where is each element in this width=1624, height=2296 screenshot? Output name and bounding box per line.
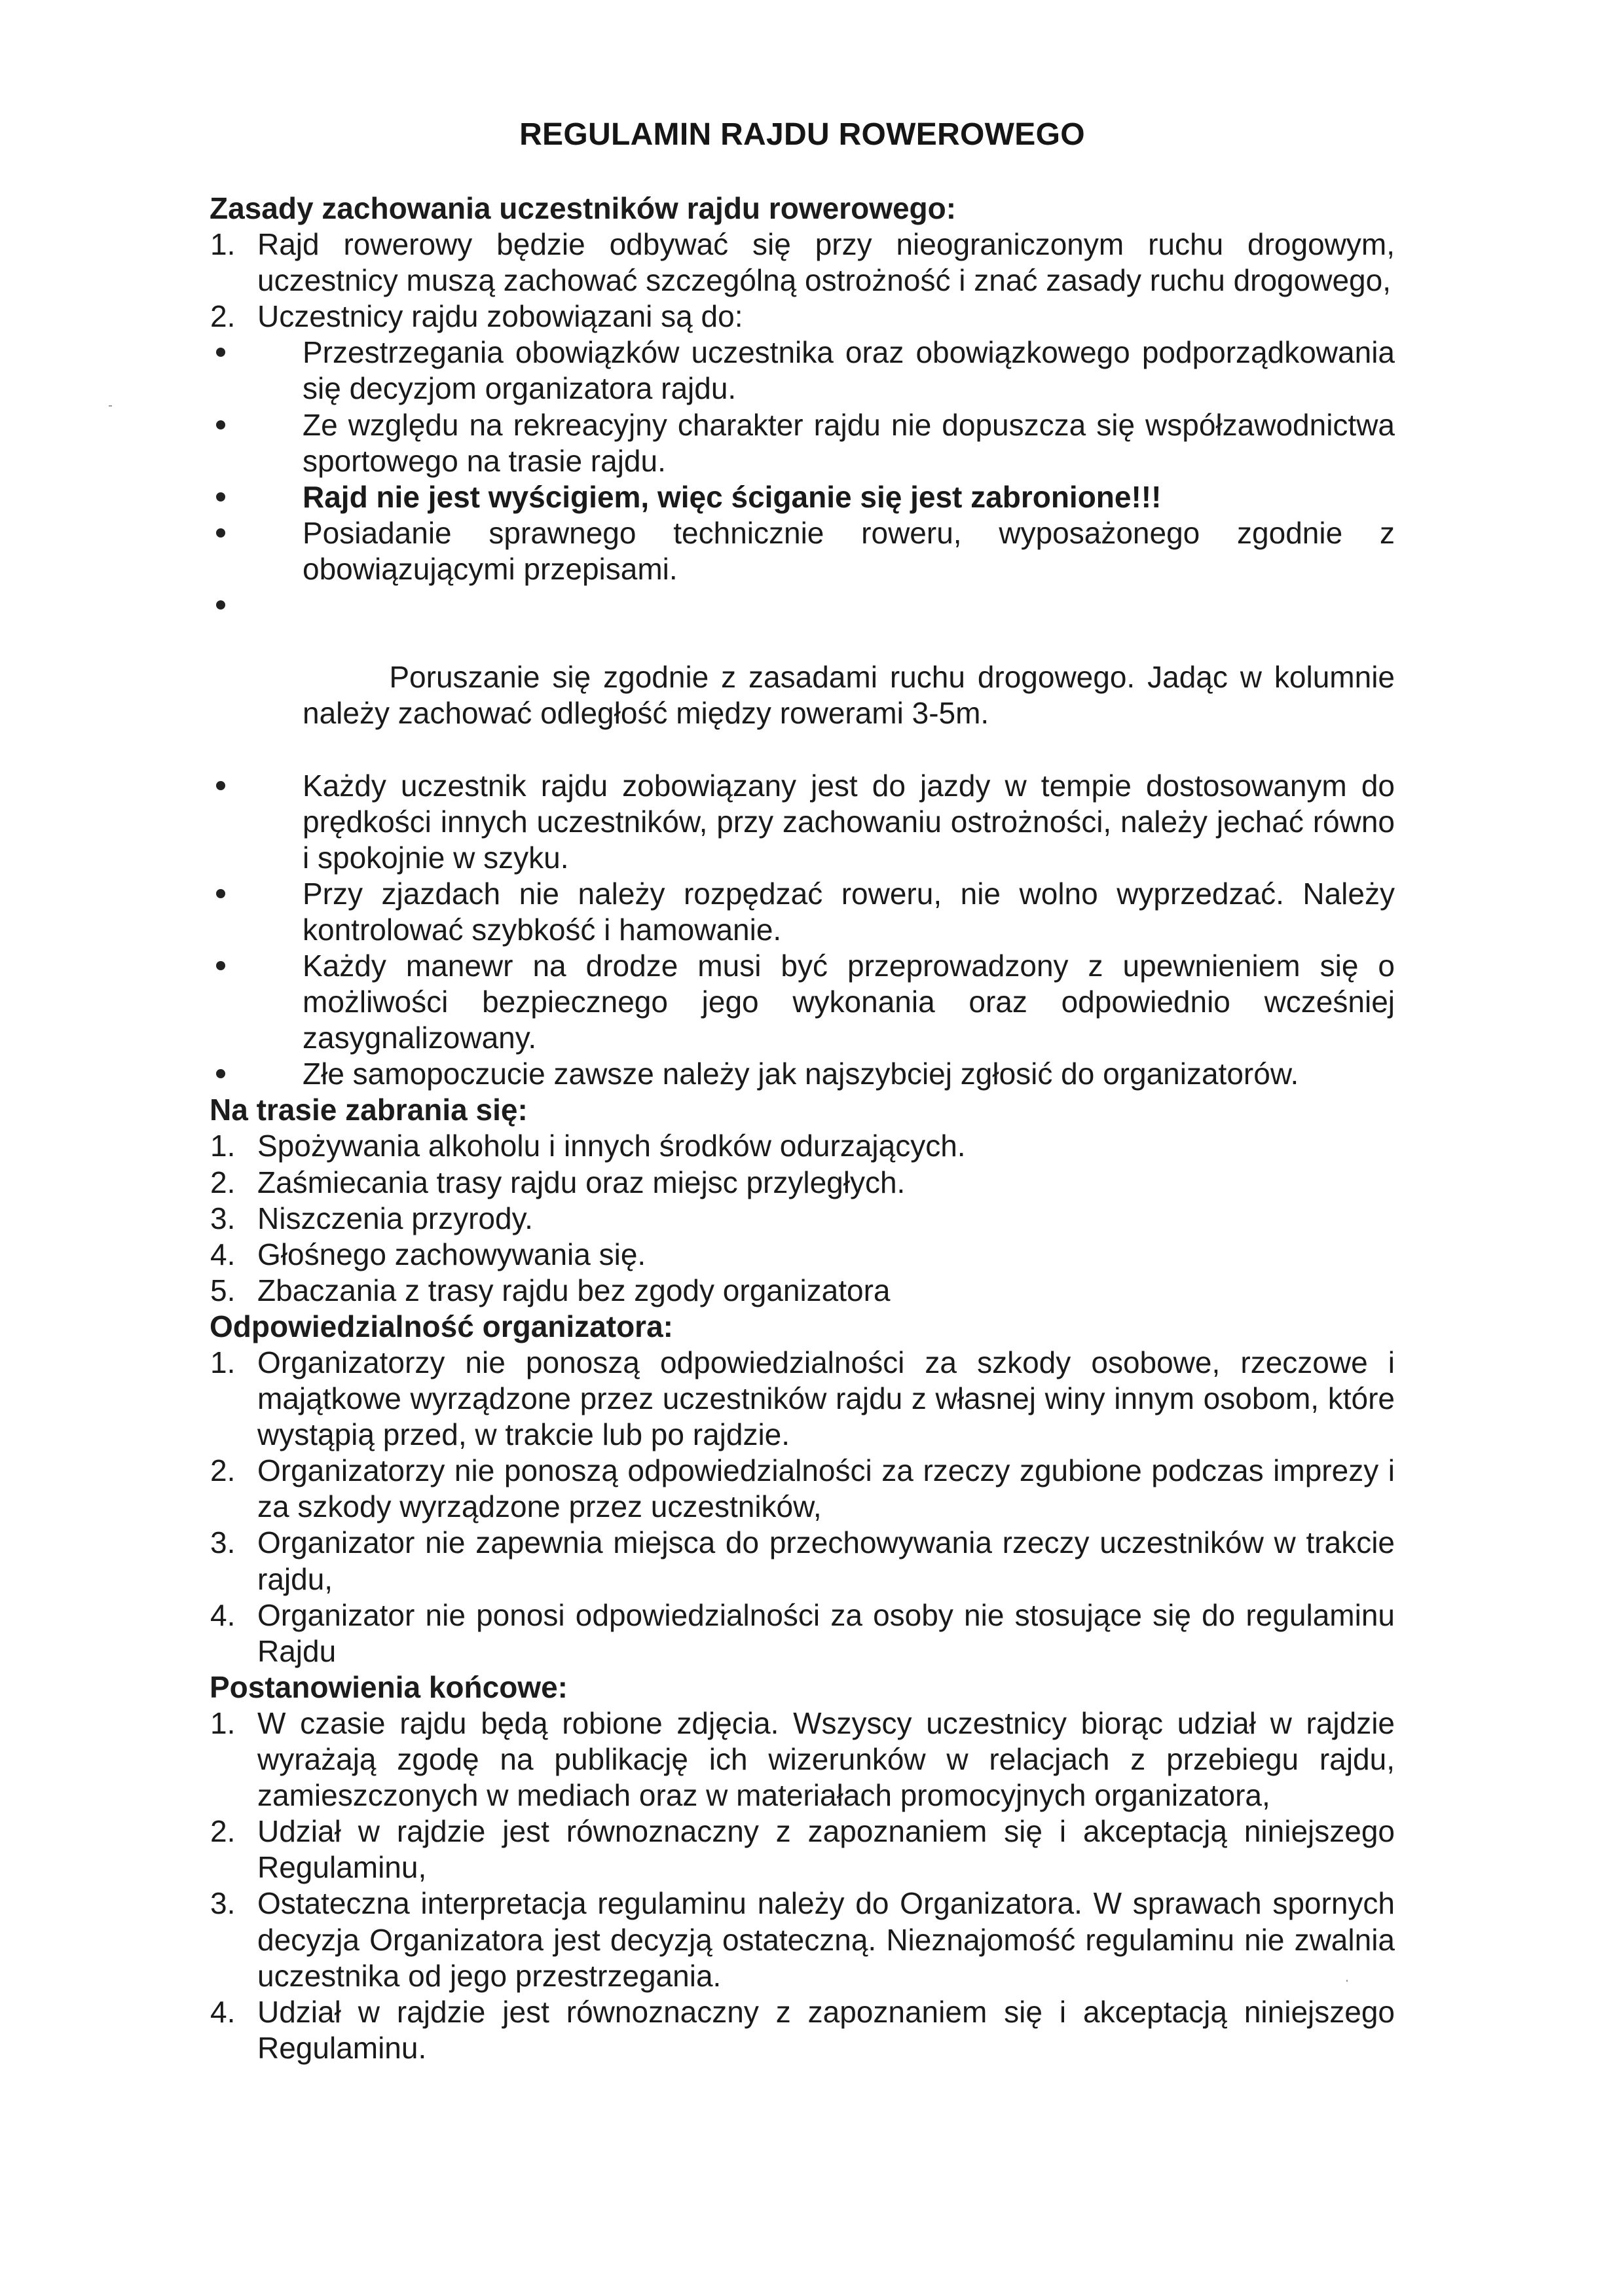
list-item <box>210 1994 1395 2066</box>
list-item <box>210 1237 1395 1273</box>
item-number: 4. <box>210 1597 236 1632</box>
item-text: Spożywania alkoholu i innych środków odurzających. <box>257 1129 966 1163</box>
section-heading-organizer-liability: Odpowiedzialność organizatora: <box>210 1309 673 1343</box>
item-text: Niszczenia przyrody. <box>257 1201 533 1235</box>
item-number: 1. <box>210 1345 236 1379</box>
item-number: 2. <box>210 1453 236 1488</box>
bullet-text: Przy zjazdach nie należy rozpędzać roweru, nie wolno wyprzedzać. Należy kontrolować szybkość i hamowanie. <box>303 876 1395 947</box>
bullet-item <box>210 407 1395 479</box>
bullet-text: Ze względu na rekreacyjny charakter rajdu nie dopuszcza się współzawodnictwa sportowego na trasie rajdu. <box>303 407 1395 478</box>
item-text: Organizatorzy nie ponoszą odpowiedzialności za szkody osobowe, rzeczowe i majątkowe wyrządzone przez uczestników rajdu z własnej winy innym osobom, które wystąpią przed, w trakcie lub po rajdzie. <box>257 1345 1395 1452</box>
section-heading-prohibitions: Na trasie zabrania się: <box>210 1093 528 1127</box>
bullet-icon <box>216 1069 225 1078</box>
list-item <box>210 1597 1395 1669</box>
bullet-item <box>210 1056 1395 1092</box>
list-item <box>210 1705 1395 1813</box>
item-number: 5. <box>210 1273 236 1307</box>
bullet-icon <box>216 420 225 429</box>
section-heading-final-provisions: Postanowienia końcowe: <box>210 1669 568 1704</box>
section-heading-rules: Zasady zachowania uczestników rajdu rowerowego: <box>210 191 957 225</box>
list-item <box>210 299 1395 335</box>
list-item <box>210 1165 1395 1201</box>
bullet-text: Każdy uczestnik rajdu zobowiązany jest do jazdy w tempie dostosowanym do prędkości innych uczestników, przy zachowaniu ostrożności, należy jechać równo i spokojnie w szyku. <box>303 768 1395 875</box>
item-number: 1. <box>210 1129 236 1163</box>
bullet-item <box>210 876 1395 948</box>
item-text: Zaśmiecania trasy rajdu oraz miejsc przyległych. <box>257 1165 906 1199</box>
item-text: Udział w rajdzie jest równoznaczny z zapoznaniem się i akceptacją niniejszego Regulaminu, <box>257 1814 1395 1885</box>
item-text: Uczestnicy rajdu zobowiązani są do: <box>257 299 743 334</box>
list-item <box>210 1813 1395 1886</box>
bullet-icon <box>216 600 225 610</box>
item-number: 2. <box>210 1165 236 1199</box>
item-number: 4. <box>210 1994 236 2029</box>
item-number: 3. <box>210 1201 236 1235</box>
item-text: Zbaczania z trasy rajdu bez zgody organizatora <box>257 1273 891 1307</box>
bullet-item-emphasis <box>210 479 1395 515</box>
bullet-item <box>210 335 1395 407</box>
scan-speck <box>109 405 112 407</box>
item-text: Głośnego zachowywania się. <box>257 1237 646 1271</box>
bullet-item <box>210 948 1395 1056</box>
bullet-text: Każdy manewr na drodze musi być przeprowadzony z upewnieniem się o możliwości bezpiecznego jego wykonania oraz odpowiednio wcześniej zasygnalizowany. <box>303 948 1395 1055</box>
bullet-icon <box>216 889 225 898</box>
list-item <box>210 1128 1395 1164</box>
item-number: 2. <box>210 299 236 334</box>
list-item <box>210 227 1395 299</box>
item-text: Organizatorzy nie ponoszą odpowiedzialności za rzeczy zgubione podczas imprezy i za szkody wyrządzone przez uczestników, <box>257 1453 1395 1524</box>
bullet-text: Rajd nie jest wyścigiem, więc ściganie się jest zabronione!!! <box>303 479 1162 514</box>
document-title: REGULAMIN RAJDU ROWEROWEGO <box>519 117 1085 152</box>
list-item <box>210 1886 1395 1994</box>
list-item <box>210 1453 1395 1525</box>
item-number: 3. <box>210 1886 236 1921</box>
list-item <box>210 1201 1395 1237</box>
item-number: 4. <box>210 1237 236 1271</box>
bullet-text: Posiadanie sprawnego technicznie roweru, wyposażonego zgodnie z obowiązującymi przepisami. <box>303 515 1395 586</box>
item-number: 3. <box>210 1525 236 1560</box>
list-item <box>210 1345 1395 1453</box>
bullet-text: Poruszanie się zgodnie z zasadami ruchu drogowego. Jadąc w kolumnie należy zachować odległość między rowerami 3-5m. <box>303 660 1403 731</box>
item-number: 1. <box>210 227 236 262</box>
item-text: Ostateczna interpretacja regulaminu należy do Organizatora. W sprawach spornych decyzja Organizatora jest decyzją ostateczną. Nieznajomość regulaminu nie zwalnia uczestnika od jego przestrzegania. <box>257 1886 1395 1993</box>
bullet-text: Przestrzegania obowiązków uczestnika oraz obowiązkowego podporządkowania się decyzjom organizatora rajdu. <box>303 335 1395 406</box>
item-number: 2. <box>210 1814 236 1849</box>
bullet-icon <box>216 961 225 970</box>
bullet-item <box>210 587 1403 767</box>
bullet-item <box>210 768 1395 876</box>
list-item <box>210 1525 1395 1597</box>
bullet-icon <box>216 528 225 538</box>
item-number: 1. <box>210 1705 236 1740</box>
item-text: W czasie rajdu będą robione zdjęcia. Wszyscy uczestnicy biorąc udział w rajdzie wyrażają zgodę na publikację ich wizerunków w relacjach z przebiegu rajdu, zamieszczonych w mediach oraz w materiałach promocyjnych organizatora, <box>257 1705 1395 1813</box>
bullet-icon <box>216 781 225 790</box>
item-text: Organizator nie zapewnia miejsca do przechowywania rzeczy uczestników w trakcie rajdu, <box>257 1525 1395 1596</box>
item-text: Udział w rajdzie jest równoznaczny z zapoznaniem się i akceptacją niniejszego Regulaminu. <box>257 1994 1395 2065</box>
item-text: Rajd rowerowy będzie odbywać się przy nieograniczonym ruchu drogowym, uczestnicy muszą zachować szczególną ostrożność i znać zasady ruchu drogowego, <box>257 227 1395 298</box>
bullet-icon <box>216 348 225 357</box>
bullet-icon <box>216 492 225 501</box>
bullet-text: Złe samopoczucie zawsze należy jak najszybciej zgłosić do organizatorów. <box>303 1057 1299 1091</box>
list-item <box>210 1273 1395 1309</box>
item-text: Organizator nie ponosi odpowiedzialności za osoby nie stosujące się do regulaminu Rajdu <box>257 1597 1395 1668</box>
bullet-item <box>210 515 1395 587</box>
document-body <box>210 191 1403 2066</box>
